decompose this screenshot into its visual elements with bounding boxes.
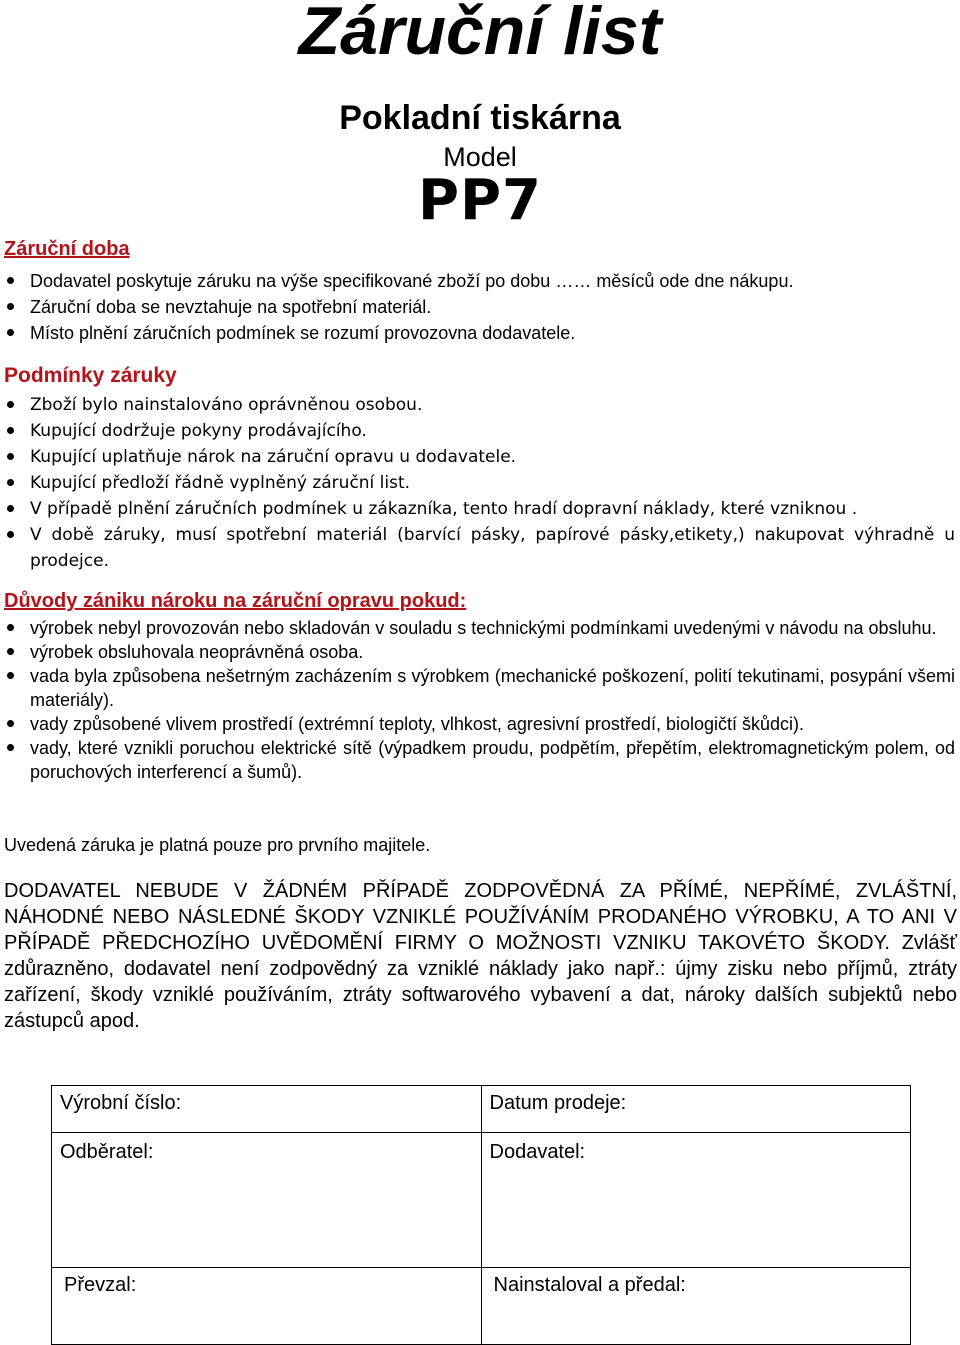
list-item: výrobek nebyl provozován nebo skladován v souladu s technickými podmínkami uvedenými v návodu na obsluhu. xyxy=(0,616,955,640)
list-item: Záruční doba se nevztahuje na spotřební materiál. xyxy=(0,294,955,320)
field-dodavatel[interactable]: Dodavatel: xyxy=(481,1133,911,1268)
field-vyrobni-cislo[interactable]: Výrobní číslo: xyxy=(52,1086,482,1133)
list-item: vada byla způsobena nešetrným zacházením s výrobkem (mechanické poškození, polití tekutinami, posypání všemi materiály). xyxy=(0,664,955,712)
list-item: V případě plnění záručních podmínek u zákazníka, tento hradí dopravní náklady, které vzniknou . xyxy=(0,496,955,522)
list-item: Kupující uplatňuje nárok na záruční opravu u dodavatele. xyxy=(0,444,955,470)
list-item: výrobek obsluhovala neoprávněná osoba. xyxy=(0,640,955,664)
section-title-duvody: Důvody zániku nároku na záruční opravu pokud: xyxy=(4,590,467,612)
liability-disclaimer: DODAVATEL NEBUDE V ŽÁDNÉM PŘÍPADĚ ZODPOVĚDNÁ ZA PŘÍMÉ, NEPŘÍMÉ, ZVLÁŠTNÍ, NÁHODNÉ NEBO NÁSLEDNÉ ŠKODY VZNIKLÉ POUŽÍVÁNÍM PRODANÉHO VÝROBKU, A TO ANI V PŘÍPADĚ PŘEDCHOZÍHO UVĚDOMĚNÍ FIRMY O MOŽNOSTI VZNIKU TAKOVÉTO ŠKODY. Zvlášť zdůrazněno, dodavatel není zodpovědný za vzniklé náklady jako např.: újmy zisku nebo příjmů, ztráty zařízení, škody vzniklé používáním, ztráty softwarového vybavení a dat, nároky dalších subjektů nebo zástupců apod. xyxy=(4,880,957,1032)
product-name: Pokladní tiskárna xyxy=(339,99,621,137)
list-item: vady, které vznikli poruchou elektrické sítě (výpadkem proudu, podpětím, přepětím, elektromagnetickým polem, od poruchových interferencí a šumů). xyxy=(0,736,955,784)
list-item: Dodavatel poskytuje záruku na výše specifikované zboží po dobu …… měsíců ode dne nákupu. xyxy=(0,268,955,294)
document-title: Záruční list xyxy=(298,0,662,69)
field-odberatel[interactable]: Odběratel: xyxy=(52,1133,482,1268)
warranty-form-table xyxy=(51,1085,911,1345)
list-item: Zboží bylo nainstalováno oprávněnou osobou. xyxy=(0,392,955,418)
field-nainstaloval[interactable]: Nainstaloval a předal: xyxy=(481,1268,911,1345)
field-datum-prodeje[interactable]: Datum prodeje: xyxy=(481,1086,911,1133)
field-prevzal[interactable]: Převzal: xyxy=(52,1268,482,1345)
model-label: Model xyxy=(443,142,517,172)
list-duvody xyxy=(0,616,955,784)
list-item: Místo plnění záručních podmínek se rozumí provozovna dodavatele. xyxy=(0,320,955,346)
model-number: PP7 xyxy=(417,168,543,233)
section-title-zarucni-doba: Záruční doba xyxy=(4,238,130,260)
list-zarucni-doba xyxy=(0,268,955,346)
list-item: vady způsobené vlivem prostředí (extrémní teploty, vlhkost, agresivní prostředí, biologičtí škůdci). xyxy=(0,712,955,736)
section-title-podminky: Podmínky záruky xyxy=(4,364,177,387)
list-podminky xyxy=(0,392,955,574)
list-item: Kupující předloží řádně vyplněný záruční list. xyxy=(0,470,955,496)
list-item: V době záruky, musí spotřební materiál (barvící pásky, papírové pásky,etikety,) nakupovat výhradně u prodejce. xyxy=(0,522,955,574)
owner-note: Uvedená záruka je platná pouze pro prvního majitele. xyxy=(4,835,431,855)
list-item: Kupující dodržuje pokyny prodávajícího. xyxy=(0,418,955,444)
